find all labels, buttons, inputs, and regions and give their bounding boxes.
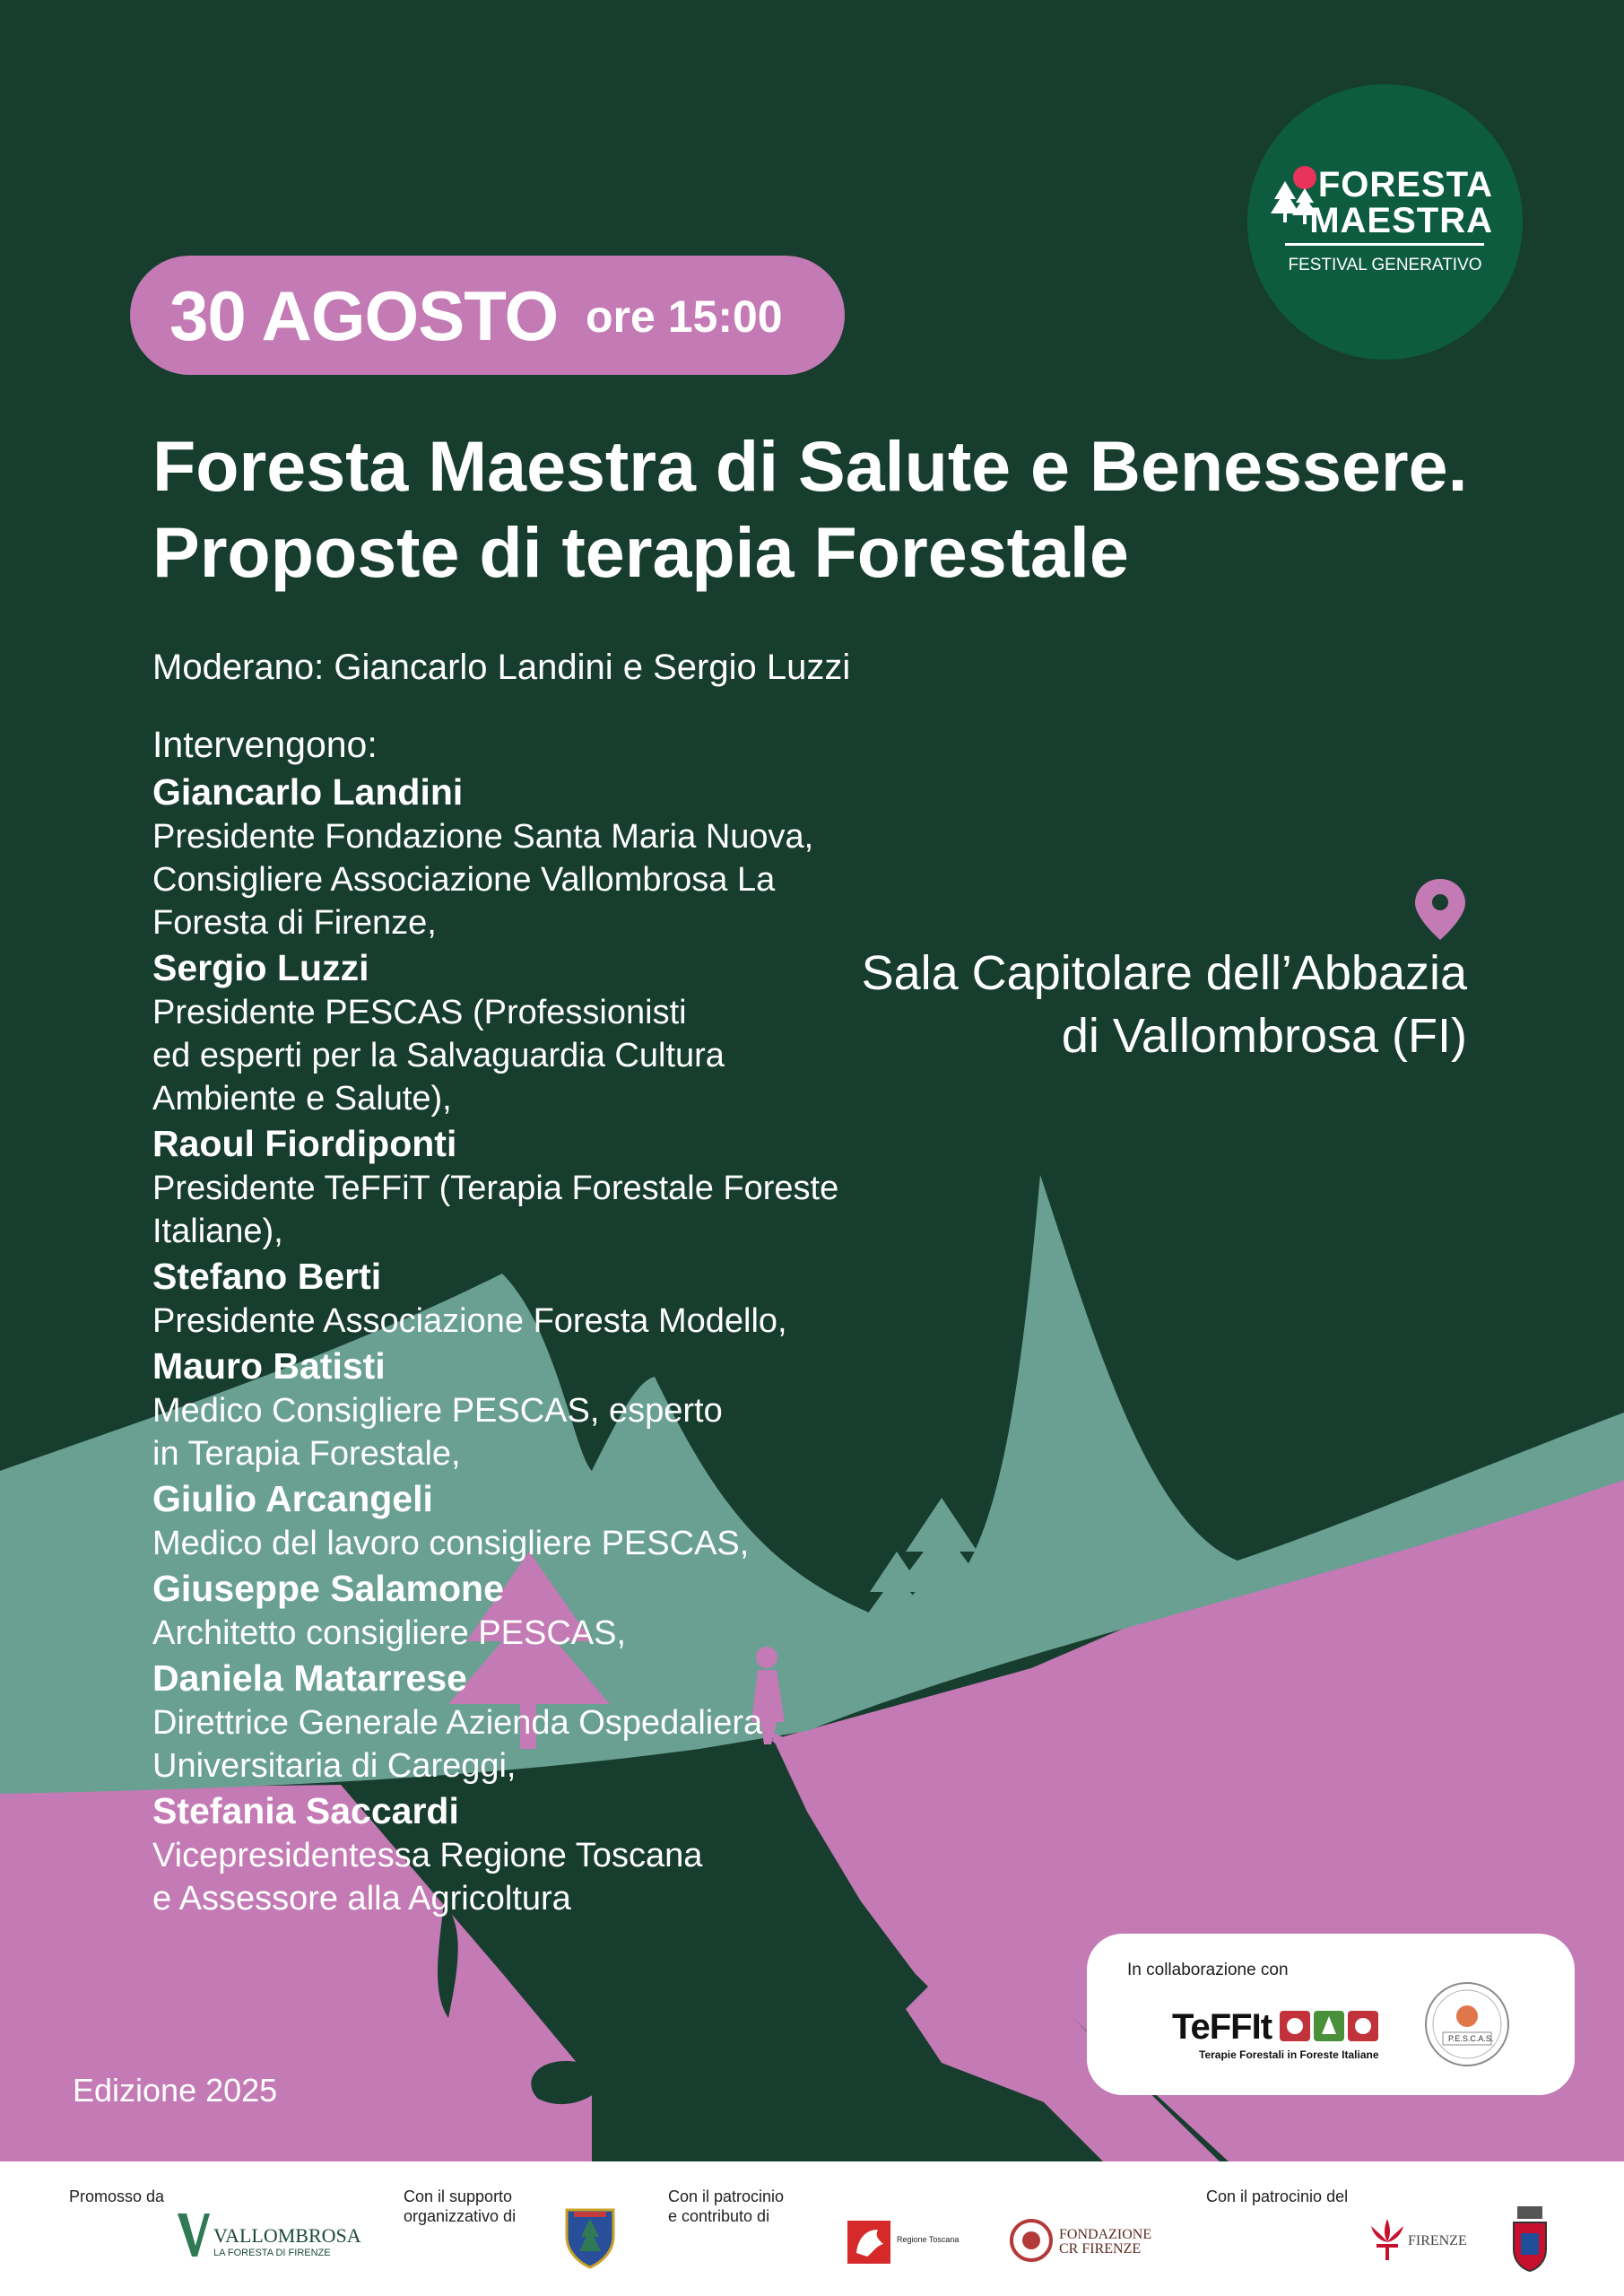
support-label: Con il supporto organizzativo di — [404, 2187, 517, 2225]
speaker-entry — [152, 1475, 870, 1565]
speaker-name: Sergio Luzzi — [152, 947, 369, 988]
speaker-name: Daniela Matarrese — [152, 1657, 467, 1699]
moderators-text: Moderano: Giancarlo Landini e Sergio Luzzi — [152, 648, 851, 687]
vallombrosa-sub: LA FORESTA DI FIRENZE — [213, 2248, 331, 2258]
tefft-tagline: Terapie Forestali in Foreste Italiane — [1199, 2048, 1379, 2061]
patronage-label: Con il patrocinio del — [1206, 2187, 1349, 2205]
speaker-entry — [152, 1120, 870, 1253]
comune-di-firenze-logo — [1368, 2215, 1484, 2269]
foresta-maestra-logo — [1247, 84, 1523, 360]
venue-line-2: di Vallombrosa (FI) — [1061, 1009, 1467, 1063]
speaker-name: Giancarlo Landini — [152, 771, 464, 813]
speaker-role: Presidente Fondazione Santa Maria Nuova, Consigliere Associazione Vallombrosa La Foresta di Firenze, — [152, 818, 814, 942]
promoted-by-label: Promosso da — [69, 2187, 165, 2205]
speaker-name: Mauro Batisti — [152, 1345, 386, 1387]
speaker-role: Presidente Associazione Foresta Modello, — [152, 1302, 787, 1340]
speaker-entry — [152, 1343, 870, 1475]
speaker-role: Vicepresidentessa Regione Toscana e Assessore alla Agricoltura — [152, 1837, 703, 1918]
regione-toscana-icon — [847, 2217, 892, 2267]
logo-text-foresta: FORESTA — [1317, 165, 1493, 204]
speaker-name: Giuseppe Salamone — [152, 1568, 504, 1609]
regione-toscana-logo — [847, 2217, 964, 2271]
speaker-entry — [152, 1565, 870, 1655]
speaker-role: Presidente PESCAS (Professionisti ed esperti per la Salvaguardia Cultura Ambiente e Salute), — [152, 994, 725, 1118]
regione-name: Regione Toscana — [897, 2235, 960, 2244]
pescas-seal-logo — [1423, 1980, 1511, 2068]
speaker-role: Direttrice Generale Azienda Ospedaliera Universitaria di Careggi, — [152, 1704, 763, 1785]
speaker-entry — [152, 1253, 870, 1343]
pescas-seal-text: P.E.S.C.A.S. — [1448, 2034, 1494, 2043]
speaker-role: Architetto consigliere PESCAS, — [152, 1614, 627, 1652]
speaker-name: Stefano Berti — [152, 1256, 382, 1297]
speaker-entry — [152, 1655, 870, 1787]
speaker-entry — [152, 944, 870, 1120]
edition-text: Edizione 2025 — [73, 2072, 278, 2109]
event-title-line-1: Foresta Maestra di Salute e Benessere. — [152, 426, 1468, 506]
logo-subtitle: FESTIVAL GENERATIVO — [1288, 256, 1482, 274]
speaker-name: Raoul Fiordiponti — [152, 1123, 457, 1164]
fondazione-cr-firenze-logo — [1009, 2217, 1179, 2271]
patronage-contribution-label: Con il patrocinio e contributo di — [668, 2187, 785, 2225]
speaker-entry — [152, 769, 870, 944]
location-pin-icon — [1413, 877, 1467, 942]
speakers-list — [152, 769, 870, 1920]
venue-line-1: Sala Capitolare dell’Abbazia — [861, 946, 1467, 1000]
vallombrosa-name: VALLOMBROSA — [213, 2224, 361, 2247]
event-date: 30 AGOSTO — [169, 276, 559, 355]
date-badge — [130, 256, 845, 375]
event-time: ore 15:00 — [586, 291, 783, 342]
carabinieri-crest-icon — [563, 2206, 617, 2269]
logo-divider — [1285, 243, 1484, 246]
fondazione-emblem-icon — [1009, 2217, 1054, 2264]
logo-text-maestra: MAESTRA — [1309, 201, 1493, 240]
comune-name: FIRENZE — [1408, 2233, 1467, 2248]
sponsor-footer — [0, 2161, 1624, 2296]
tefft-badges-icon — [1280, 2011, 1378, 2041]
pescas-seal-icon — [1423, 1980, 1511, 2068]
tefft-logo-text: TeFFIt — [1172, 2007, 1272, 2047]
vallombrosa-v-icon — [176, 2206, 212, 2260]
speakers-heading: Intervengono: — [152, 724, 378, 765]
speaker-role: Presidente TeFFiT (Terapia Forestale Foreste Italiane), — [152, 1170, 839, 1250]
speaker-entry — [152, 1787, 870, 1920]
fondazione-name: FONDAZIONE CR FIRENZE — [1059, 2227, 1152, 2257]
collaboration-label: In collaborazione con — [1127, 1961, 1289, 1979]
collaboration-box — [1087, 1934, 1575, 2095]
vallombrosa-logo — [176, 2206, 364, 2269]
municipal-crest-icon — [1512, 2205, 1548, 2273]
speaker-name: Stefania Saccardi — [152, 1790, 459, 1831]
speaker-name: Giulio Arcangeli — [152, 1478, 433, 1519]
speaker-role: Medico del lavoro consigliere PESCAS, — [152, 1525, 750, 1562]
tefft-logo — [1172, 2007, 1396, 2063]
speaker-role: Medico Consigliere PESCAS, esperto in Terapia Forestale, — [152, 1392, 723, 1473]
event-title-line-2: Proposte di terapia Forestale — [152, 512, 1129, 592]
florence-lily-icon — [1368, 2215, 1407, 2264]
